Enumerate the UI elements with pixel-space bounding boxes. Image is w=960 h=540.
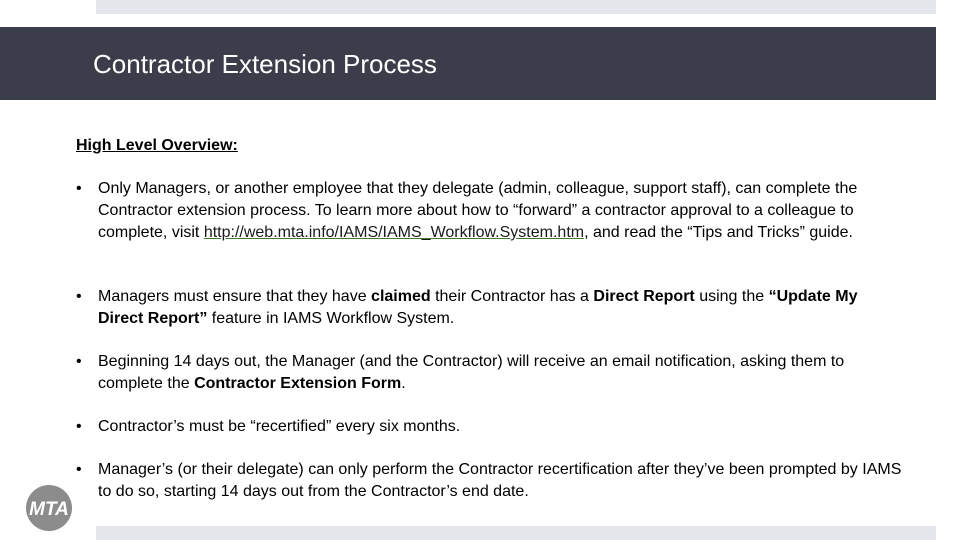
bullet-email-notification: [76, 351, 906, 395]
bullet-text: Manager’s (or their delegate) can only perform the Contractor recertification after they’ve been prompted by IAMS to do so, starting 14 days out from the Contractor’s end date.: [98, 461, 902, 500]
slide-title: Contractor Extension Process: [93, 49, 437, 79]
bullet-marker: •: [76, 461, 82, 478]
bullet-marker: •: [76, 418, 82, 435]
bullet-marker: •: [76, 288, 82, 305]
iams-workflow-link[interactable]: http://web.mta.info/IAMS/IAMS_Workflow.System.htm: [203, 224, 585, 241]
mta-logo-text: MTA: [29, 499, 69, 520]
bullet-text: Contractor’s must be “recertified” every six months.: [98, 418, 461, 435]
bottom-decorative-strip: [96, 526, 936, 540]
bullet-forwarding: [76, 178, 906, 244]
top-decorative-strip: [96, 0, 936, 14]
bullet-text: Only Managers, or another employee that they delegate (admin, colleague, support staff), can complete the Contractor extension process. To learn more about how to “forward” a contractor approval to a colleague to complete, visit http://web.mta.info/IAMS/IAMS_Workflow.System.htm, and read the “Tips and Tricks” guide.: [98, 180, 858, 241]
bullet-text: Managers must ensure that they have claimed their Contractor has a Direct Report using the “Update My Direct Report” feature in IAMS Workflow System.: [98, 288, 858, 327]
bullet-recertification-timing: [76, 459, 906, 503]
bullet-marker: •: [76, 353, 82, 370]
bullet-marker: •: [76, 180, 82, 197]
mta-logo: [22, 484, 76, 532]
overview-heading: High Level Overview:: [76, 137, 238, 154]
bullet-recertified: [76, 416, 906, 438]
bullet-text: Beginning 14 days out, the Manager (and the Contractor) will receive an email notification, asking them to complete the Contractor Extension Form.: [98, 353, 845, 392]
bullet-direct-report: [76, 286, 906, 330]
